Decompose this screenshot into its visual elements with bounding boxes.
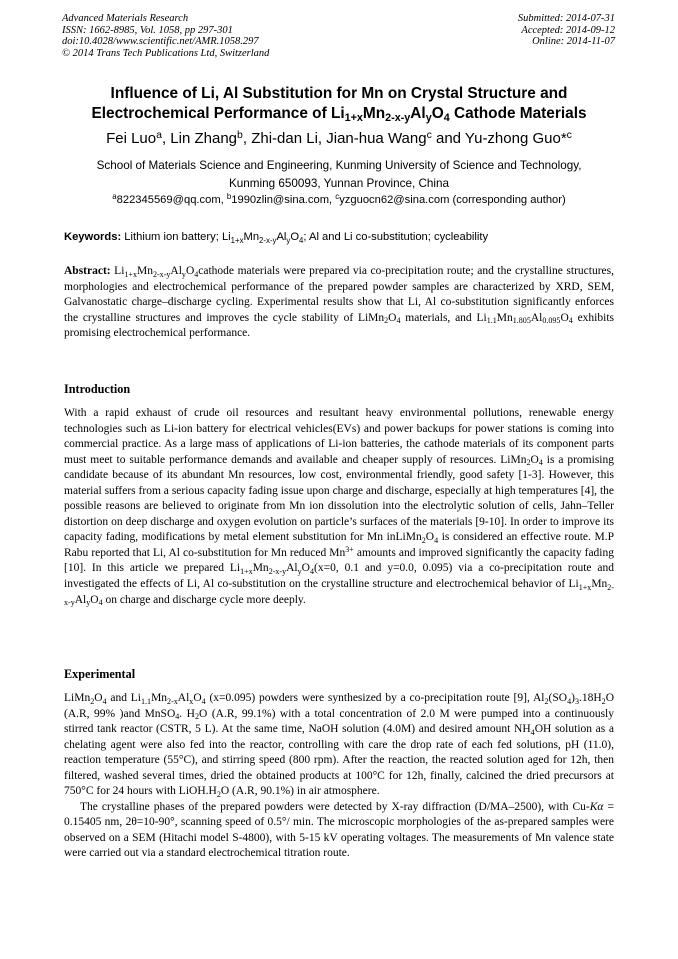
introduction-section <box>64 381 614 608</box>
introduction-paragraph: With a rapid exhaust of crude oil resources and resultant heavy environmental pollutions, renewable energy technologies such as Li-ion battery for electrical vehicles(EVs) and power backups for power stations is coming into commercial practice. As a large mass of applications of Li-ion batteries, the cathode materials of its component parts must meet to suitable performance demands and available and cheaper supply of resources. $LiMn_2O_4$ is a promising candidate because of its abundant Mn resources, low cost, environmental friendly, good safety [1-3]. However, this material suffers from a serious capacity fading issue upon charge and discharge, especially at high temperatures [4], the possible reasons are believed to originate from Mn ion dissolution into the electrolytic solution of cells, Jahn–Teller distortion on deep discharge and oxygen evolution on particle’s surfaces of the materials [9-10]. In order to improve its capacity fading, modifications by metal element substitution for Mn $inLiMn_2O_4$ is considered an effective route. M.P Rabu reported that Li, Al co-substitution for Mn reduced $Mn^{3+}$ amounts and improved significantly the capacity fading [10]. In this article we prepared $Li_{1+x}Mn_{2-x-y}Al_yO_4(x=0$, 0.1 and y=0.0, 0.095) via a co-precipitation route and investigated the effects of Li, Al co-substitution on the crystalline structure and electrochemical behavior of $Li_{1+x}Mn_{2-x-y}Al_yO_4$ on charge and discharge cycle more deeply. <box>64 407 615 608</box>
author-emails: $^a$822345569@qq.com, $^b$1990zlin@sina.com, $^c$yzguocn62@sina.com (corresponding author) <box>112 192 566 206</box>
experimental-section <box>64 666 614 862</box>
experimental-paragraph-1: $LiMn_2O_4$ and $Li_{1.1}Mn_{2-x}Al_xO_4$ (x=0.095) powders were synthesized by a co-precipitation route [9], $Al_2(SO_4)_3.18H_2O$ (A.R, 99% )and MnSO$_4$. $H_2O$ (A.R, 99.1%) with a total concentration of 2.0 M were pumped into a continuously stirred tank reactor (CSTR, 5 L). At the same time, NaOH solution (4.0M) and desired amount $NH_4OH$ solution as a chelating agent were also fed into the reactor, controlling with care the drop rate of each fed solutions, pH (11.0), reaction temperature (55°C), and stirring speed (800 rpm). After the reaction, the reacted solution aged for 12h, then filtered, washed several times, dried the obtained products at 100°C for 12h, finally, calcined the dried precursors at 750°C for 24 hours with $LiOH.H_2O$ (A.R, 90.1%) in air atmosphere. <box>64 692 615 799</box>
keywords-label: Keywords: <box>64 231 122 243</box>
online-date: Online: 2014-11-07 <box>532 36 615 47</box>
dates-header <box>518 13 615 48</box>
journal-name: Advanced Materials Research <box>62 13 189 24</box>
copyright-line: © 2014 Trans Tech Publications Ltd, Switzerland <box>62 47 270 59</box>
abstract: Abstract: $Li_{1+x}Mn_{2-x-y}Al_yO_4cathode$ materials were prepared via co-precipitation route; and the crystalline structures, morphologies and electrochemical performance of the prepared powder samples are characterized by XRD, SEM, Galvanostatic charge–discharge cycling. Experimental results show that Li, Al co-substitution significantly enforces the crystalline structures and improves the cycle stability of $LiMn_2O_4$ materials, and $Li_{1.1}Mn_{1.805}Al_{0.095}O_4$ exhibits promising electrochemical performance. <box>64 265 614 340</box>
affiliation: School of Materials Science and Engineering, Kunming University of Science and Technology, Kunming 650093, Yunnan Province, China <box>96 159 582 190</box>
paper-title <box>40 84 638 124</box>
keywords: Keywords: Lithium ion battery; $Li_{1+x}Mn_{2-x-y}Al_yO_4$; Al and Li co-substitution; cycleability <box>64 231 489 245</box>
submitted-date: Submitted: 2014-07-31 <box>517 13 615 24</box>
accepted-date: Accepted: 2014-09-12 <box>521 24 615 36</box>
issn-line: ISSN: 1662-8985, Vol. 1058, pp 297-301 <box>62 24 233 36</box>
journal-header <box>62 13 269 59</box>
experimental-paragraph-2: The crystalline phases of the prepared powders were detected by X-ray diffraction (D/MA–2500), with Cu-Kα = 0.15405 nm, 2θ=10-90°, scanning speed of 0.5°/ min. The microscopic morphologies of the as-prepared samples were observed on a SEM (Hitachi model S-4800), with 5-15 kV operating voltages. The measurements of Mn valence state were carried out via a standard electrochemical titration route. <box>64 800 614 860</box>
doi-line: doi:10.4028/www.scientific.net/AMR.1058.297 <box>62 36 259 47</box>
introduction-heading: Introduction <box>64 382 131 396</box>
title-line-1: Influence of Li, Al Substitution for Mn on Crystal Structure and <box>110 85 568 102</box>
title-line-2: Electrochemical Performance of $Li_{1+x}Mn_{2-x-y}Al_yO_4$ Cathode Materials <box>91 105 587 125</box>
abstract-label: Abstract: <box>64 265 111 277</box>
author-list: Fei Luo$^a$, Lin Zhang$^b$, Zhi-dan Li, Jian-hua Wang$^c$ and Yu-zhong Guo*$^c$ <box>106 129 572 147</box>
experimental-heading: Experimental <box>64 667 136 681</box>
